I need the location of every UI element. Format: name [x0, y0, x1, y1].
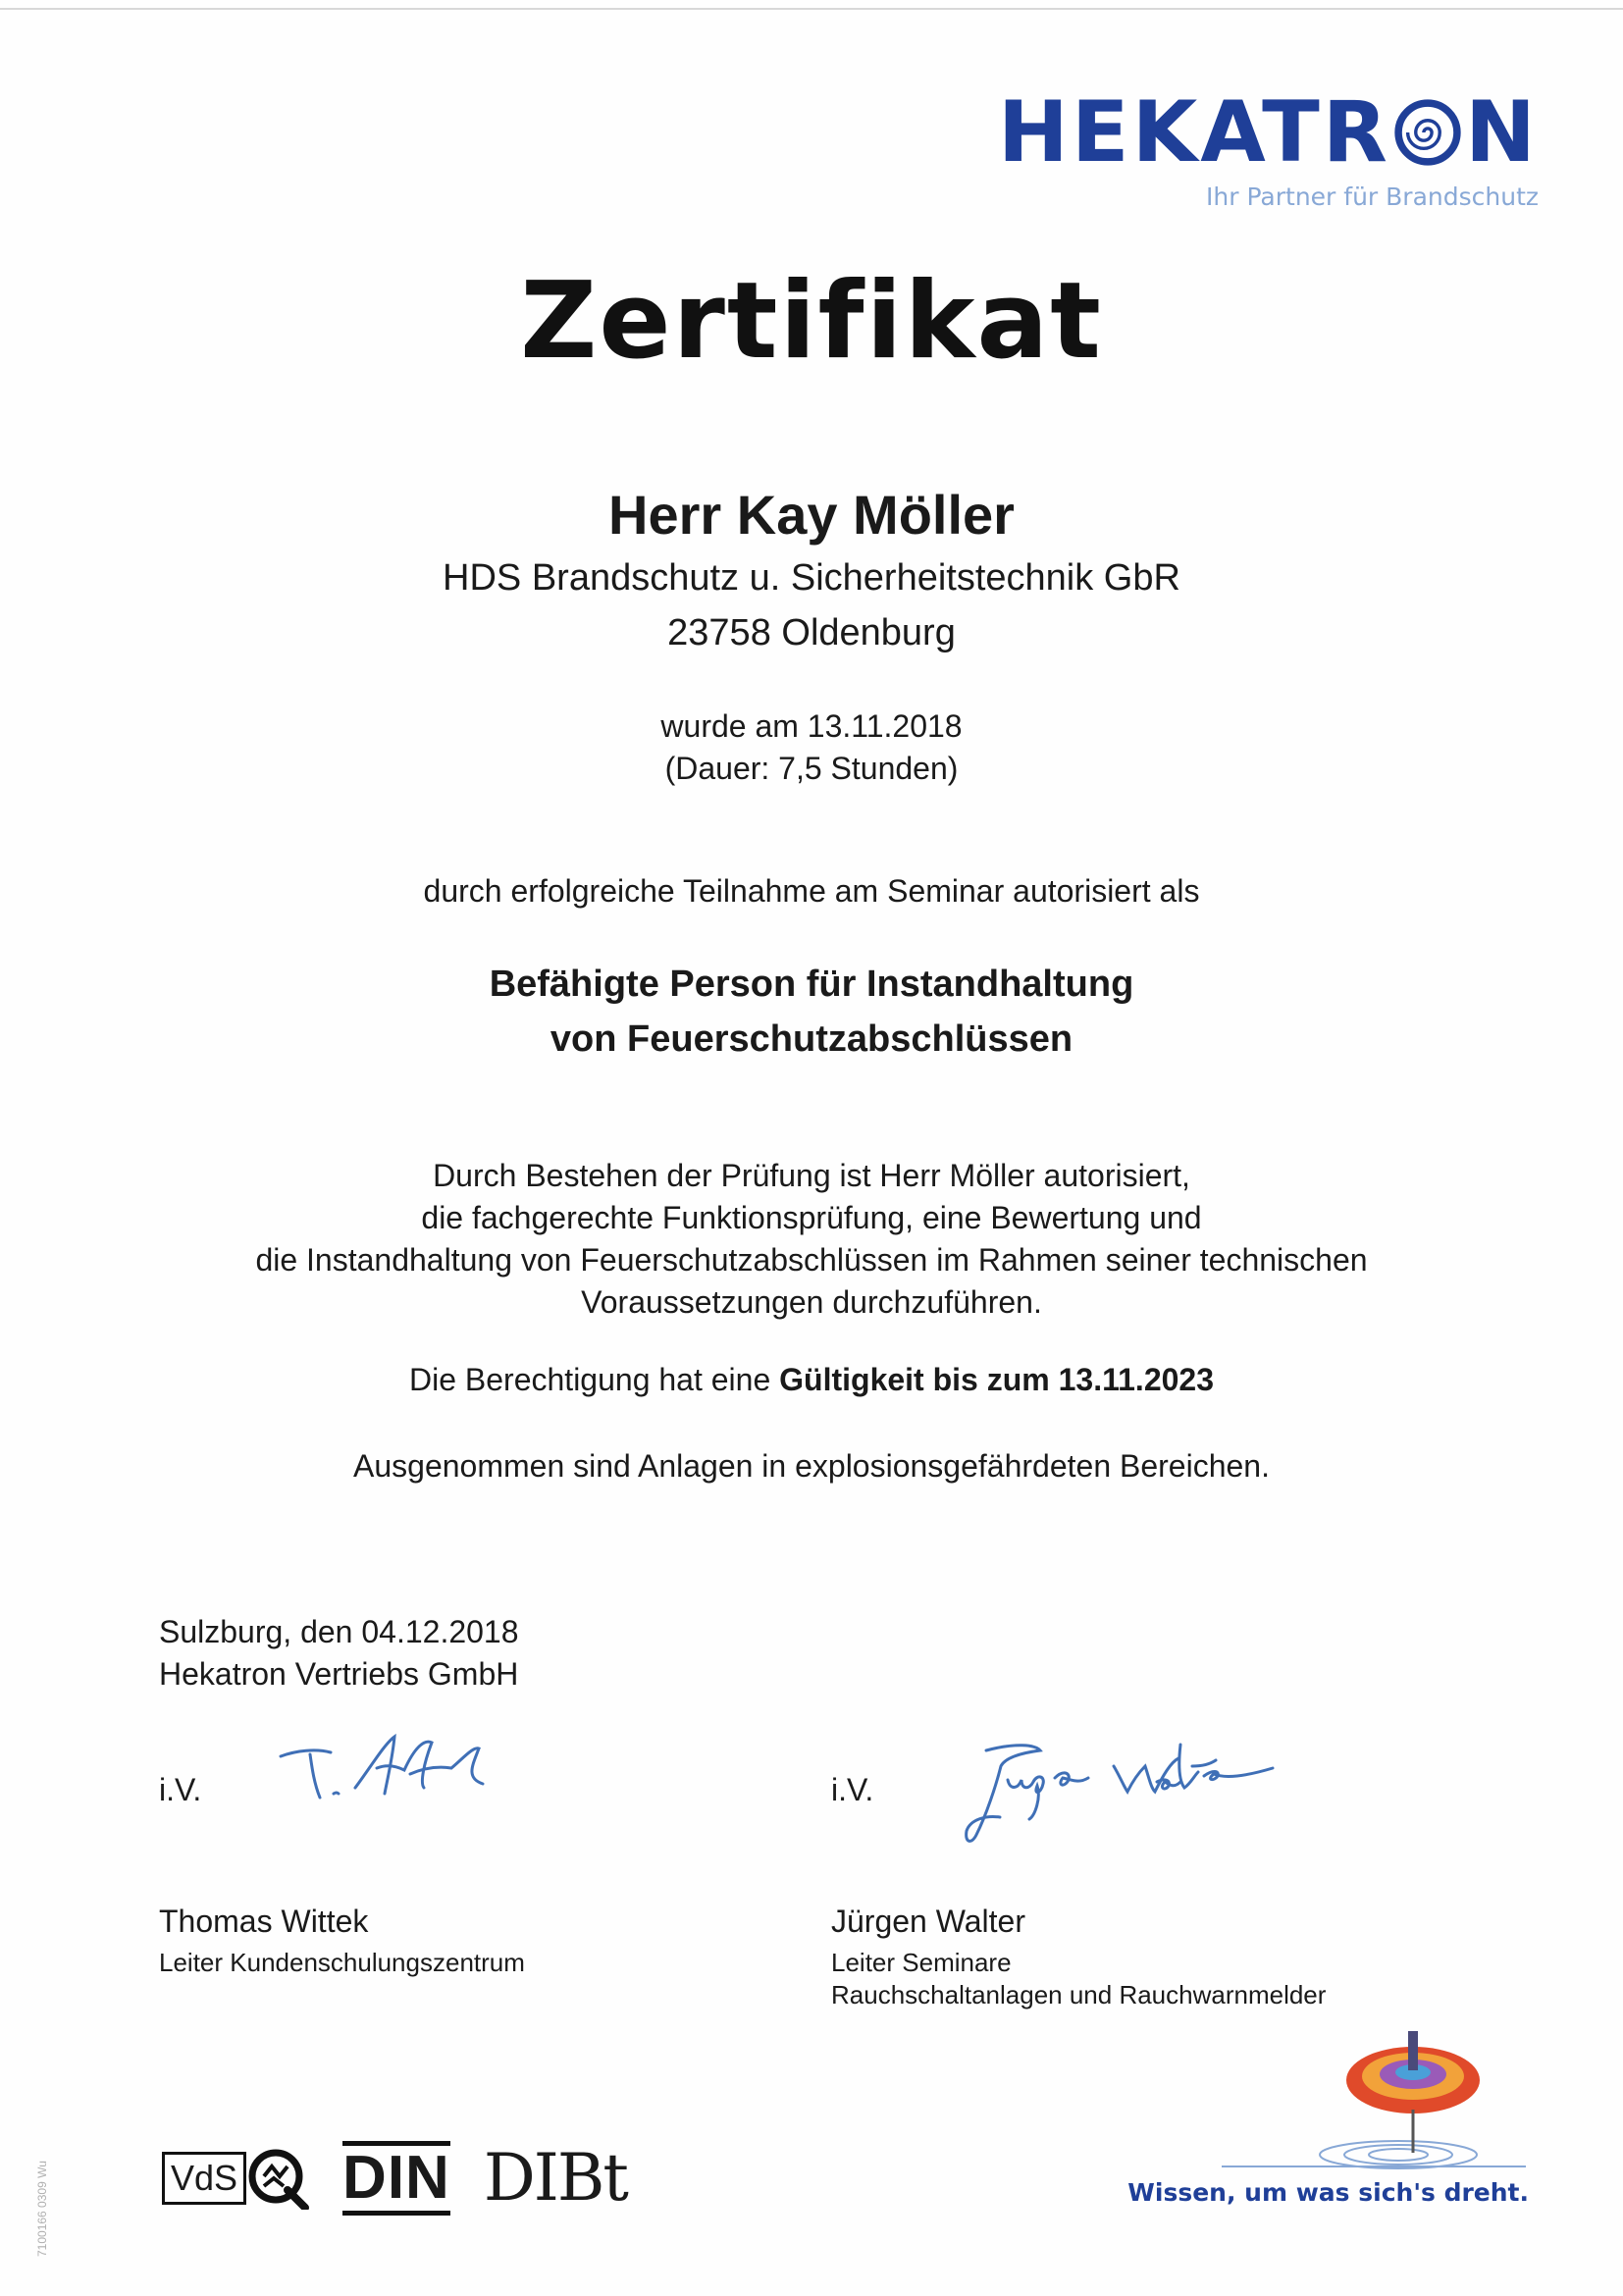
course-date: wurde am 13.11.2018 — [660, 708, 963, 744]
recipient-company: HDS Brandschutz u. Sicherheitstechnik GbR — [443, 557, 1180, 599]
signatory-name-left: Thomas Wittek — [159, 1904, 369, 1939]
iv-label-right: i.V. — [831, 1772, 874, 1807]
validity-statement — [0, 1362, 1623, 1398]
din-logo: DIN — [342, 2141, 450, 2216]
validity-prefix: Die Berechtigung hat eine — [409, 1362, 780, 1397]
signatory-role-left: Leiter Kundenschulungszentrum — [159, 1948, 525, 1977]
dibt-logo: DIBt — [483, 2140, 627, 2216]
signature-thomas-wittek — [277, 1729, 502, 1817]
course-intro: durch erfolgreiche Teilnahme am Seminar autorisiert als — [423, 873, 1200, 909]
top-edge-line — [0, 8, 1623, 10]
logo-tagline: Ihr Partner für Brandschutz — [1206, 183, 1539, 211]
authorization-description — [0, 1155, 1623, 1324]
vds-logo — [162, 2147, 309, 2210]
certificate-title: Zertifikat — [520, 260, 1103, 383]
validity-date: Gültigkeit bis zum 13.11.2023 — [779, 1362, 1214, 1397]
spinning-top-illustration — [1202, 2021, 1536, 2178]
qualification-line-2: von Feuerschutzabschlüssen — [550, 1018, 1073, 1060]
signatory-role-right-line-2: Rauchschaltanlagen und Rauchwarnmelder — [831, 1980, 1327, 2009]
description-line: die fachgerechte Funktionsprüfung, eine Bewertung und — [421, 1200, 1202, 1235]
description-line: Voraussetzungen durchzuführen. — [581, 1284, 1042, 1320]
recipient-city: 23758 Oldenburg — [667, 612, 956, 653]
hekatron-logo — [989, 83, 1539, 211]
exclusion-note: Ausgenommen sind Anlagen in explosionsgefährdeten Bereichen. — [353, 1448, 1270, 1484]
logo-word-left: HEKATR — [997, 83, 1391, 182]
certification-marks — [162, 2141, 627, 2216]
form-code: 7100166 0309 Wu — [35, 2161, 49, 2257]
course-duration: (Dauer: 7,5 Stunden) — [664, 751, 959, 786]
signatory-role-right-line-1: Leiter Seminare — [831, 1948, 1012, 1977]
signatory-name-right: Jürgen Walter — [831, 1904, 1025, 1939]
logo-wordmark — [989, 83, 1539, 182]
vds-q-seal-icon — [246, 2147, 309, 2210]
description-line: Durch Bestehen der Prüfung ist Herr Möller autorisiert, — [433, 1158, 1190, 1193]
logo-word-right: N — [1465, 83, 1539, 182]
spiral-o-logo-icon — [1394, 99, 1461, 166]
description-line: die Instandhaltung von Feuerschutzabschlüssen im Rahmen seiner technischen — [255, 1242, 1368, 1278]
qualification-line-1: Befähigte Person für Instandhaltung — [489, 964, 1134, 1005]
vds-label: VdS — [162, 2152, 246, 2205]
signature-juergen-walter — [947, 1737, 1281, 1854]
issuer-company: Hekatron Vertriebs GmbH — [159, 1656, 519, 1692]
issue-place-date: Sulzburg, den 04.12.2018 — [159, 1614, 519, 1649]
iv-label-left: i.V. — [159, 1772, 202, 1807]
slogan: Wissen, um was sich's dreht. — [1127, 2178, 1529, 2207]
recipient-name: Herr Kay Möller — [608, 484, 1015, 546]
